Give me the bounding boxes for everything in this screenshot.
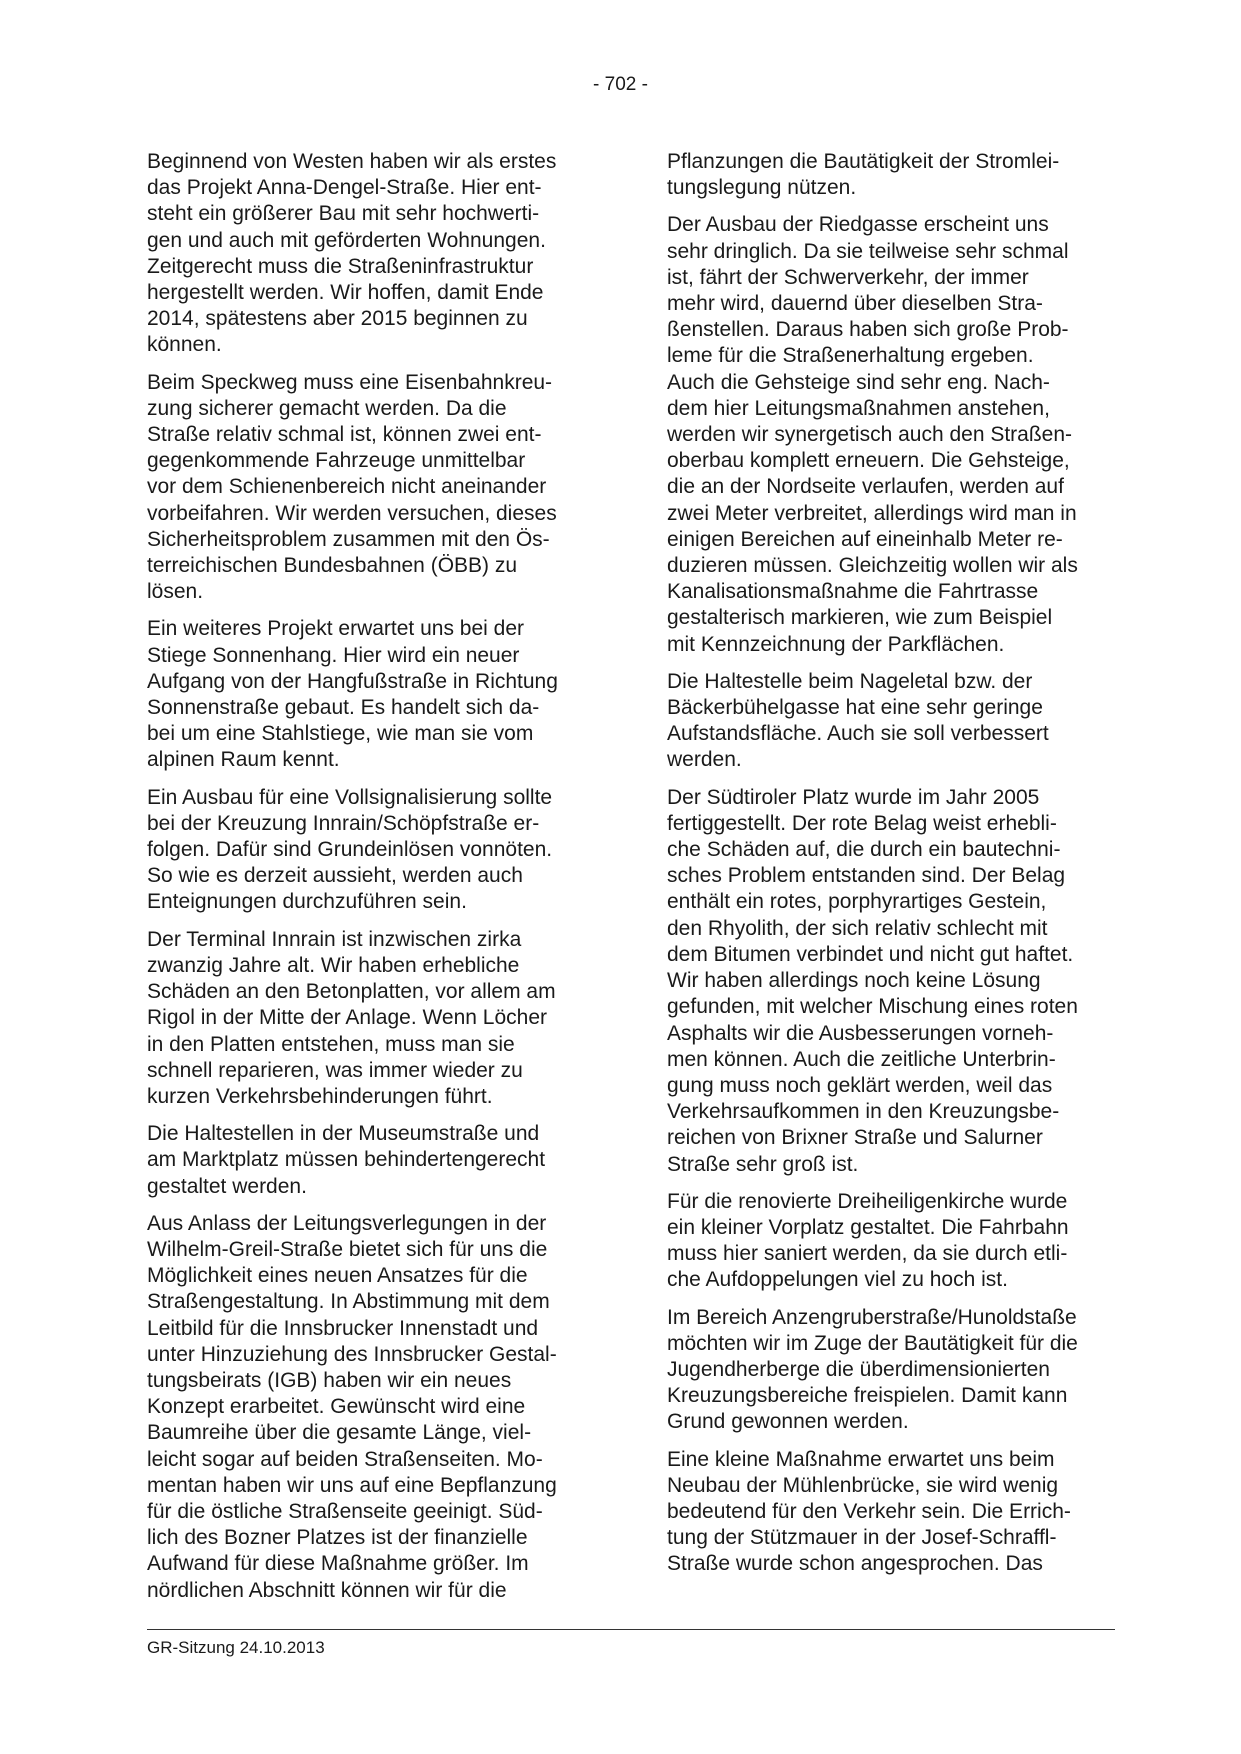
- text-line: Eine kleine Maßnahme erwartet uns beim: [667, 1447, 1055, 1471]
- text-line: Sicherheitsproblem zusammen mit den Ös-: [147, 527, 550, 551]
- text-line: Die Haltestellen in der Museumstraße und: [147, 1122, 540, 1146]
- paragraph: [667, 149, 1119, 201]
- text-line: Bäckerbühelgasse hat eine sehr geringe: [667, 696, 1043, 720]
- text-line: Der Ausbau der Riedgasse erscheint uns: [667, 213, 1049, 237]
- text-line: steht ein größerer Bau mit sehr hochwerti-: [147, 202, 540, 226]
- text-line: bei um eine Stahlstiege, wie man sie vom: [147, 722, 534, 746]
- text-line: fertiggestellt. Der rote Belag weist erhebli-: [667, 811, 1057, 835]
- text-line: duzieren müssen. Gleichzeitig wollen wir als: [667, 554, 1078, 578]
- text-line: Wir haben allerdings noch keine Lösung: [667, 969, 1041, 993]
- text-line: Der Terminal Innrain ist inzwischen zirka: [147, 927, 522, 951]
- text-line: gen und auch mit geförderten Wohnungen.: [147, 228, 546, 252]
- text-line: Stiege Sonnenhang. Hier wird ein neuer: [147, 643, 520, 667]
- paragraph: [667, 785, 1119, 1178]
- text-line: mit Kennzeichnung der Parkflächen.: [667, 632, 1005, 656]
- text-line: können.: [147, 333, 222, 357]
- text-line: Ein weiteres Projekt erwartet uns bei der: [147, 617, 525, 641]
- text-line: Kreuzungsbereiche freispielen. Damit kann: [667, 1384, 1068, 1408]
- text-line: Aufgang von der Hangfußstraße in Richtung: [147, 669, 558, 693]
- text-line: Kanalisationsmaßnahme die Fahrtrasse: [667, 580, 1039, 604]
- text-line: Möglichkeit eines neuen Ansatzes für die: [147, 1264, 528, 1288]
- text-line: Asphalts wir die Ausbesserungen vorneh-: [667, 1021, 1054, 1045]
- text-line: dem Bitumen verbindet und nicht gut haftet.: [667, 942, 1074, 966]
- text-line: in den Platten entstehen, muss man sie: [147, 1032, 515, 1056]
- text-line: Schäden an den Betonplatten, vor allem am: [147, 980, 556, 1004]
- text-line: dem hier Leitungsmaßnahmen anstehen,: [667, 396, 1050, 420]
- text-line: tungsbeirats (IGB) haben wir ein neues: [147, 1368, 512, 1392]
- text-line: sehr dringlich. Da sie teilweise sehr schmal: [667, 239, 1069, 263]
- text-line: terreichischen Bundesbahnen (ÖBB) zu: [147, 554, 518, 578]
- text-line: Rigol in der Mitte der Anlage. Wenn Löcher: [147, 1006, 548, 1030]
- paragraph: [147, 927, 599, 1110]
- text-line: Enteignungen durchzuführen sein.: [147, 890, 467, 914]
- text-line: ein kleiner Vorplatz gestaltet. Die Fahrbahn: [667, 1215, 1069, 1239]
- paragraph: [667, 1305, 1119, 1436]
- text-line: Beginnend von Westen haben wir als erstes: [147, 150, 557, 173]
- paragraph: [147, 616, 599, 773]
- text-line: Grund gewonnen werden.: [667, 1410, 909, 1434]
- text-line: Die Haltestelle beim Nageletal bzw. der: [667, 669, 1033, 693]
- text-line: gegenkommende Fahrzeuge unmittelbar: [147, 449, 526, 473]
- paragraph: [667, 669, 1119, 774]
- text-line: möchten wir im Zuge der Bautätigkeit für die: [667, 1331, 1078, 1355]
- text-line: oberbau komplett erneuern. Die Gehsteige,: [667, 449, 1070, 473]
- text-line: Im Bereich Anzengruberstraße/Hunoldstaße: [667, 1305, 1077, 1329]
- text-line: einigen Bereichen auf eineinhalb Meter re-: [667, 527, 1063, 551]
- text-line: Zeitgerecht muss die Straßeninfrastruktur: [147, 254, 534, 278]
- text-line: werden.: [667, 748, 742, 772]
- text-line: Ein Ausbau für eine Vollsignalisierung sollte: [147, 785, 553, 809]
- text-line: folgen. Dafür sind Grundeinlösen vonnöten.: [147, 838, 553, 862]
- text-line: Straßengestaltung. In Abstimmung mit dem: [147, 1290, 550, 1314]
- text-line: Straße relativ schmal ist, können zwei ent-: [147, 423, 542, 447]
- paragraph: [147, 370, 599, 606]
- text-line: tungslegung nützen.: [667, 176, 857, 200]
- text-line: kurzen Verkehrsbehinderungen führt.: [147, 1084, 493, 1108]
- text-line: bedeutend für den Verkehr sein. Die Errich-: [667, 1499, 1071, 1523]
- paragraph: [147, 785, 599, 916]
- text-line: Konzept erarbeitet. Gewünscht wird eine: [147, 1395, 526, 1419]
- text-line: Straße sehr groß ist.: [667, 1152, 859, 1176]
- text-line: Leitbild für die Innsbrucker Innenstadt und: [147, 1316, 539, 1340]
- text-line: leicht sogar auf beiden Straßenseiten. Mo-: [147, 1447, 543, 1471]
- text-line: gestalterisch markieren, wie zum Beispiel: [667, 606, 1053, 630]
- text-line: reichen von Brixner Straße und Salurner: [667, 1126, 1043, 1150]
- text-line: Aufwand für diese Maßnahme größer. Im: [147, 1552, 529, 1576]
- paragraph: [667, 1189, 1119, 1294]
- text-line: ist, fährt der Schwerverkehr, der immer: [667, 265, 1029, 289]
- text-line: ßenstellen. Daraus haben sich große Prob-: [667, 318, 1069, 342]
- text-line: Auch die Gehsteige sind sehr eng. Nach-: [667, 370, 1050, 394]
- text-line: alpinen Raum kennt.: [147, 748, 340, 772]
- text-line: men können. Auch die zeitliche Unterbrin-: [667, 1047, 1056, 1071]
- text-line: Beim Speckweg muss eine Eisenbahnkreu-: [147, 370, 553, 394]
- text-line: den Rhyolith, der sich relativ schlecht mit: [667, 916, 1048, 940]
- text-line: vor dem Schienenbereich nicht aneinander: [147, 475, 547, 499]
- text-line: zwanzig Jahre alt. Wir haben erhebliche: [147, 953, 520, 977]
- text-line: Straße wurde schon angesprochen. Das: [667, 1552, 1043, 1576]
- text-line: hergestellt werden. Wir hoffen, damit Ende: [147, 281, 544, 305]
- footer-divider: [147, 1629, 1115, 1630]
- text-line: Neubau der Mühlenbrücke, sie wird wenig: [667, 1473, 1059, 1497]
- text-line: mentan haben wir uns auf eine Bepflanzung: [147, 1473, 557, 1497]
- text-line: zwei Meter verbreitet, allerdings wird man in: [667, 501, 1077, 525]
- text-line: schnell reparieren, was immer wieder zu: [147, 1058, 523, 1082]
- text-line: So wie es derzeit aussieht, werden auch: [147, 864, 523, 888]
- text-line: che Schäden auf, die durch ein bautechni-: [667, 838, 1061, 862]
- text-line: zung sicherer gemacht werden. Da die: [147, 396, 507, 420]
- text-line: die an der Nordseite verlaufen, werden auf: [667, 475, 1064, 499]
- text-line: sches Problem entstanden sind. Der Belag: [667, 864, 1066, 888]
- text-line: Pflanzungen die Bautätigkeit der Stromlei-: [667, 150, 1060, 173]
- text-line: Wilhelm-Greil-Straße bietet sich für uns die: [147, 1237, 548, 1261]
- paragraph: [667, 1447, 1119, 1578]
- text-line: 2014, spätestens aber 2015 beginnen zu: [147, 307, 528, 331]
- text-line: werden wir synergetisch auch den Straßen-: [667, 423, 1073, 447]
- text-line: gefunden, mit welcher Mischung eines roten: [667, 995, 1078, 1019]
- text-line: gestaltet werden.: [147, 1174, 307, 1198]
- paragraph: [667, 212, 1119, 657]
- text-line: muss hier saniert werden, da sie durch etli-: [667, 1242, 1068, 1266]
- paragraph: [147, 149, 599, 359]
- text-line: gung muss noch geklärt werden, weil das: [667, 1073, 1053, 1097]
- right-text-column: [667, 149, 1119, 1589]
- text-line: tung der Stützmauer in der Josef-Schraffl-: [667, 1526, 1057, 1550]
- text-line: Sonnenstraße gebaut. Es handelt sich da-: [147, 696, 540, 720]
- text-line: unter Hinzuziehung des Innsbrucker Gestal-: [147, 1342, 557, 1366]
- text-line: am Marktplatz müssen behindertengerecht: [147, 1148, 546, 1172]
- text-line: Für die renovierte Dreiheiligenkirche wurde: [667, 1189, 1068, 1213]
- text-line: Baumreihe über die gesamte Länge, viel-: [147, 1421, 532, 1445]
- text-line: enthält ein rotes, porphyrartiges Gestein,: [667, 890, 1047, 914]
- text-line: vorbeifahren. Wir werden versuchen, dieses: [147, 501, 557, 525]
- text-line: lösen.: [147, 580, 204, 604]
- text-line: che Aufdoppelungen viel zu hoch ist.: [667, 1268, 1008, 1292]
- text-line: bei der Kreuzung Innrain/Schöpfstraße er-: [147, 811, 540, 835]
- text-line: Der Südtiroler Platz wurde im Jahr 2005: [667, 785, 1040, 809]
- text-line: lich des Bozner Platzes ist der finanzielle: [147, 1526, 528, 1550]
- footer-meeting-date: GR-Sitzung 24.10.2013: [147, 1638, 325, 1657]
- paragraph: [147, 1211, 599, 1604]
- text-line: Aufstandsfläche. Auch sie soll verbessert: [667, 722, 1049, 746]
- text-line: nördlichen Abschnitt können wir für die: [147, 1578, 507, 1602]
- page-number: - 702 -: [593, 74, 648, 95]
- text-line: Aus Anlass der Leitungsverlegungen in der: [147, 1211, 547, 1235]
- paragraph: [147, 1121, 599, 1200]
- left-text-column: [147, 149, 599, 1615]
- text-line: Jugendherberge die überdimensionierten: [667, 1357, 1050, 1381]
- text-line: mehr wird, dauernd über dieselben Stra-: [667, 292, 1043, 316]
- text-line: das Projekt Anna-Dengel-Straße. Hier ent-: [147, 176, 542, 200]
- text-line: leme für die Straßenerhaltung ergeben.: [667, 344, 1034, 368]
- text-line: Verkehrsaufkommen in den Kreuzungsbe-: [667, 1100, 1060, 1124]
- text-line: für die östliche Straßenseite geeinigt. Süd-: [147, 1499, 543, 1523]
